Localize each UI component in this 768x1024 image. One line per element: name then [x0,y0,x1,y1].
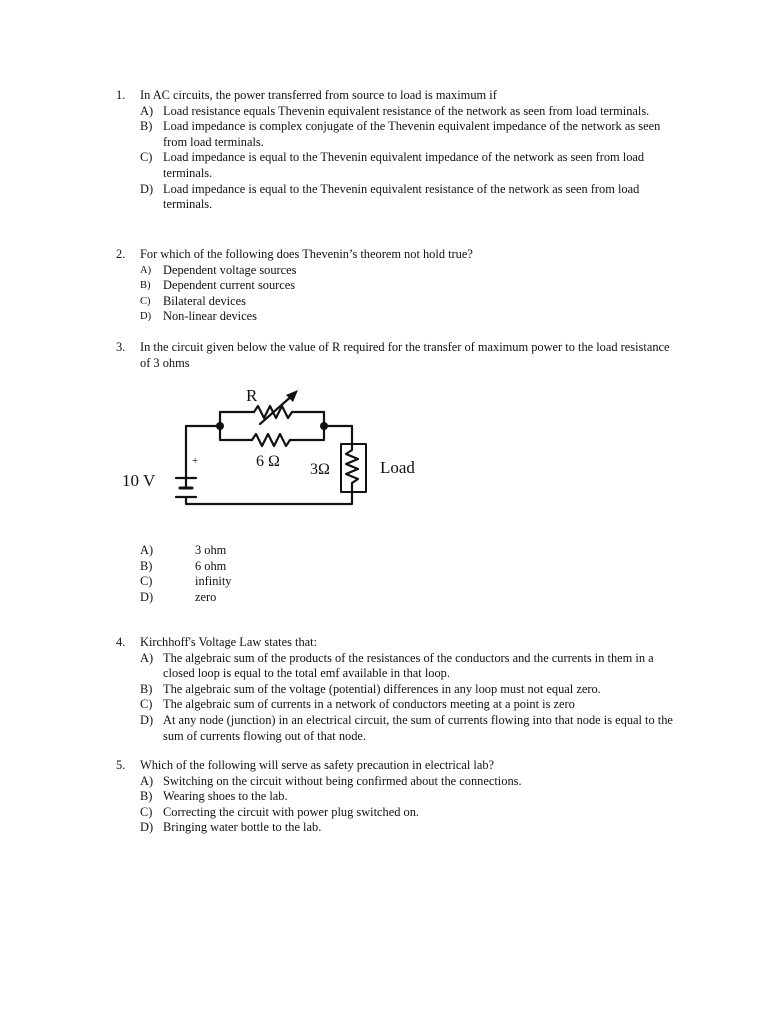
question-stem [116,758,676,774]
option-letter: B) [140,558,153,573]
question-3 [116,340,676,371]
question-1 [116,88,676,213]
question-text: For which of the following does Thevenin’s theorem not hold true? [140,247,473,261]
option-b [140,278,676,294]
option-a [140,774,676,790]
r-label: R [246,386,258,405]
option-text: Wearing shoes to the lab. [163,789,288,804]
option-a [140,543,340,559]
question-4 [116,635,676,744]
option-d [140,820,676,836]
option-c [140,805,676,821]
option-text: The algebraic sum of the products of the resistances of the conductors and the currents in them in a closed loop is equal to the total emf available in that loop. [163,650,654,681]
option-letter: C) [140,295,151,307]
option-c [140,150,676,181]
option-letter: D) [140,820,154,835]
option-letter: B) [140,280,151,292]
option-text: Dependent voltage sources [163,262,297,277]
option-d [140,182,676,213]
option-text: Load impedance is equal to the Thevenin equivalent resistance of the network as seen from load terminals. [163,181,640,212]
option-letter: D) [140,589,154,604]
load-label: Load [380,458,415,477]
option-text: 3 ohm [195,543,227,557]
option-text: Correcting the circuit with power plug switched on. [163,804,420,819]
option-text: Switching on the circuit without being confirmed about the connections. [163,773,522,788]
question-3-options [140,543,340,605]
option-d [140,590,340,606]
option-letter: C) [140,804,153,819]
question-text: In the circuit given below the value of R required for the transfer of maximum power to the load resistance of 3 ohms [140,340,670,370]
option-text: Dependent current sources [163,278,296,293]
question-number: 1. [116,88,126,102]
question-number: 4. [116,635,126,649]
option-c [140,697,676,713]
junction-right [320,422,328,430]
question-number: 2. [116,247,126,261]
circuit-wire-upper-left [220,412,254,426]
option-letter: C) [140,150,153,165]
circuit-wire-upper-right [292,412,324,426]
circuit-wire-lower-left [220,426,252,440]
option-letter: C) [140,697,153,712]
option-text: The algebraic sum of currents in a network of conductors meeting at a point is zero [163,697,575,712]
question-text: Which of the following will serve as safety precaution in electrical lab? [140,758,495,772]
question-stem [116,635,676,651]
question-stem [116,340,676,371]
option-text: Non-linear devices [163,309,257,324]
option-text: Load resistance equals Thevenin equivalent resistance of the network as seen from load terminals. [163,103,650,118]
option-letter: B) [140,681,153,696]
circuit-wire-left [186,426,220,478]
option-text: zero [195,589,217,604]
option-text: infinity [195,574,232,589]
option-b [140,682,676,698]
circuit-wire-bottom [186,492,352,504]
option-letter: A) [140,264,152,276]
question-stem [116,247,676,263]
option-a [140,104,676,120]
question-stem [116,88,676,104]
source-voltage-label: 10 V [122,471,156,490]
question-text: Kirchhoff's Voltage Law states that: [140,635,318,649]
option-letter: A) [140,773,154,788]
plus-sign: + [192,455,199,467]
option-c [140,294,676,310]
option-a [140,651,676,682]
option-letter: C) [140,574,153,589]
question-number: 5. [116,758,126,772]
question-2 [116,247,676,325]
option-d [140,713,676,744]
option-letter: A) [140,543,154,557]
question-text: In AC circuits, the power transferred from source to load is maximum if [140,88,497,102]
resistor-6-ohm [252,434,290,446]
question-number: 3. [116,340,126,354]
option-b [140,559,340,575]
option-letter: B) [140,119,153,134]
option-a [140,263,676,279]
option-text: At any node (junction) in an electrical circuit, the sum of currents flowing into that node is equal to the sum of currents flowing out of that node. [163,712,673,743]
option-letter: A) [140,103,154,118]
option-b [140,789,676,805]
variable-arrow-shaft [260,394,294,424]
junction-left [216,422,224,430]
option-letter: A) [140,650,154,665]
load-resistance-label: 3Ω [310,461,330,478]
question-5 [116,758,676,836]
option-text: The algebraic sum of the voltage (potential) differences in any loop must not equal zero. [163,681,601,696]
option-letter: D) [140,181,154,196]
option-text: Bilateral devices [163,293,246,308]
circuit-diagram [118,380,428,510]
load-resistor [346,444,358,492]
option-text: Load impedance is equal to the Thevenin equivalent impedance of the network as seen from load terminals. [163,150,645,180]
option-d [140,309,676,325]
option-letter: D) [140,311,152,323]
circuit-wire-right [324,426,352,444]
option-b [140,119,676,150]
option-letter: B) [140,789,153,804]
option-c [140,574,340,590]
option-text: Load impedance is complex conjugate of the Thevenin equivalent impedance of the network as seen from load terminals. [163,119,661,149]
option-letter: D) [140,712,154,727]
resistor-6-ohm-label: 6 Ω [256,453,280,470]
circuit-wire-lower-right [290,426,324,440]
option-text: Bringing water bottle to the lab. [163,820,322,835]
option-text: 6 ohm [195,558,227,573]
